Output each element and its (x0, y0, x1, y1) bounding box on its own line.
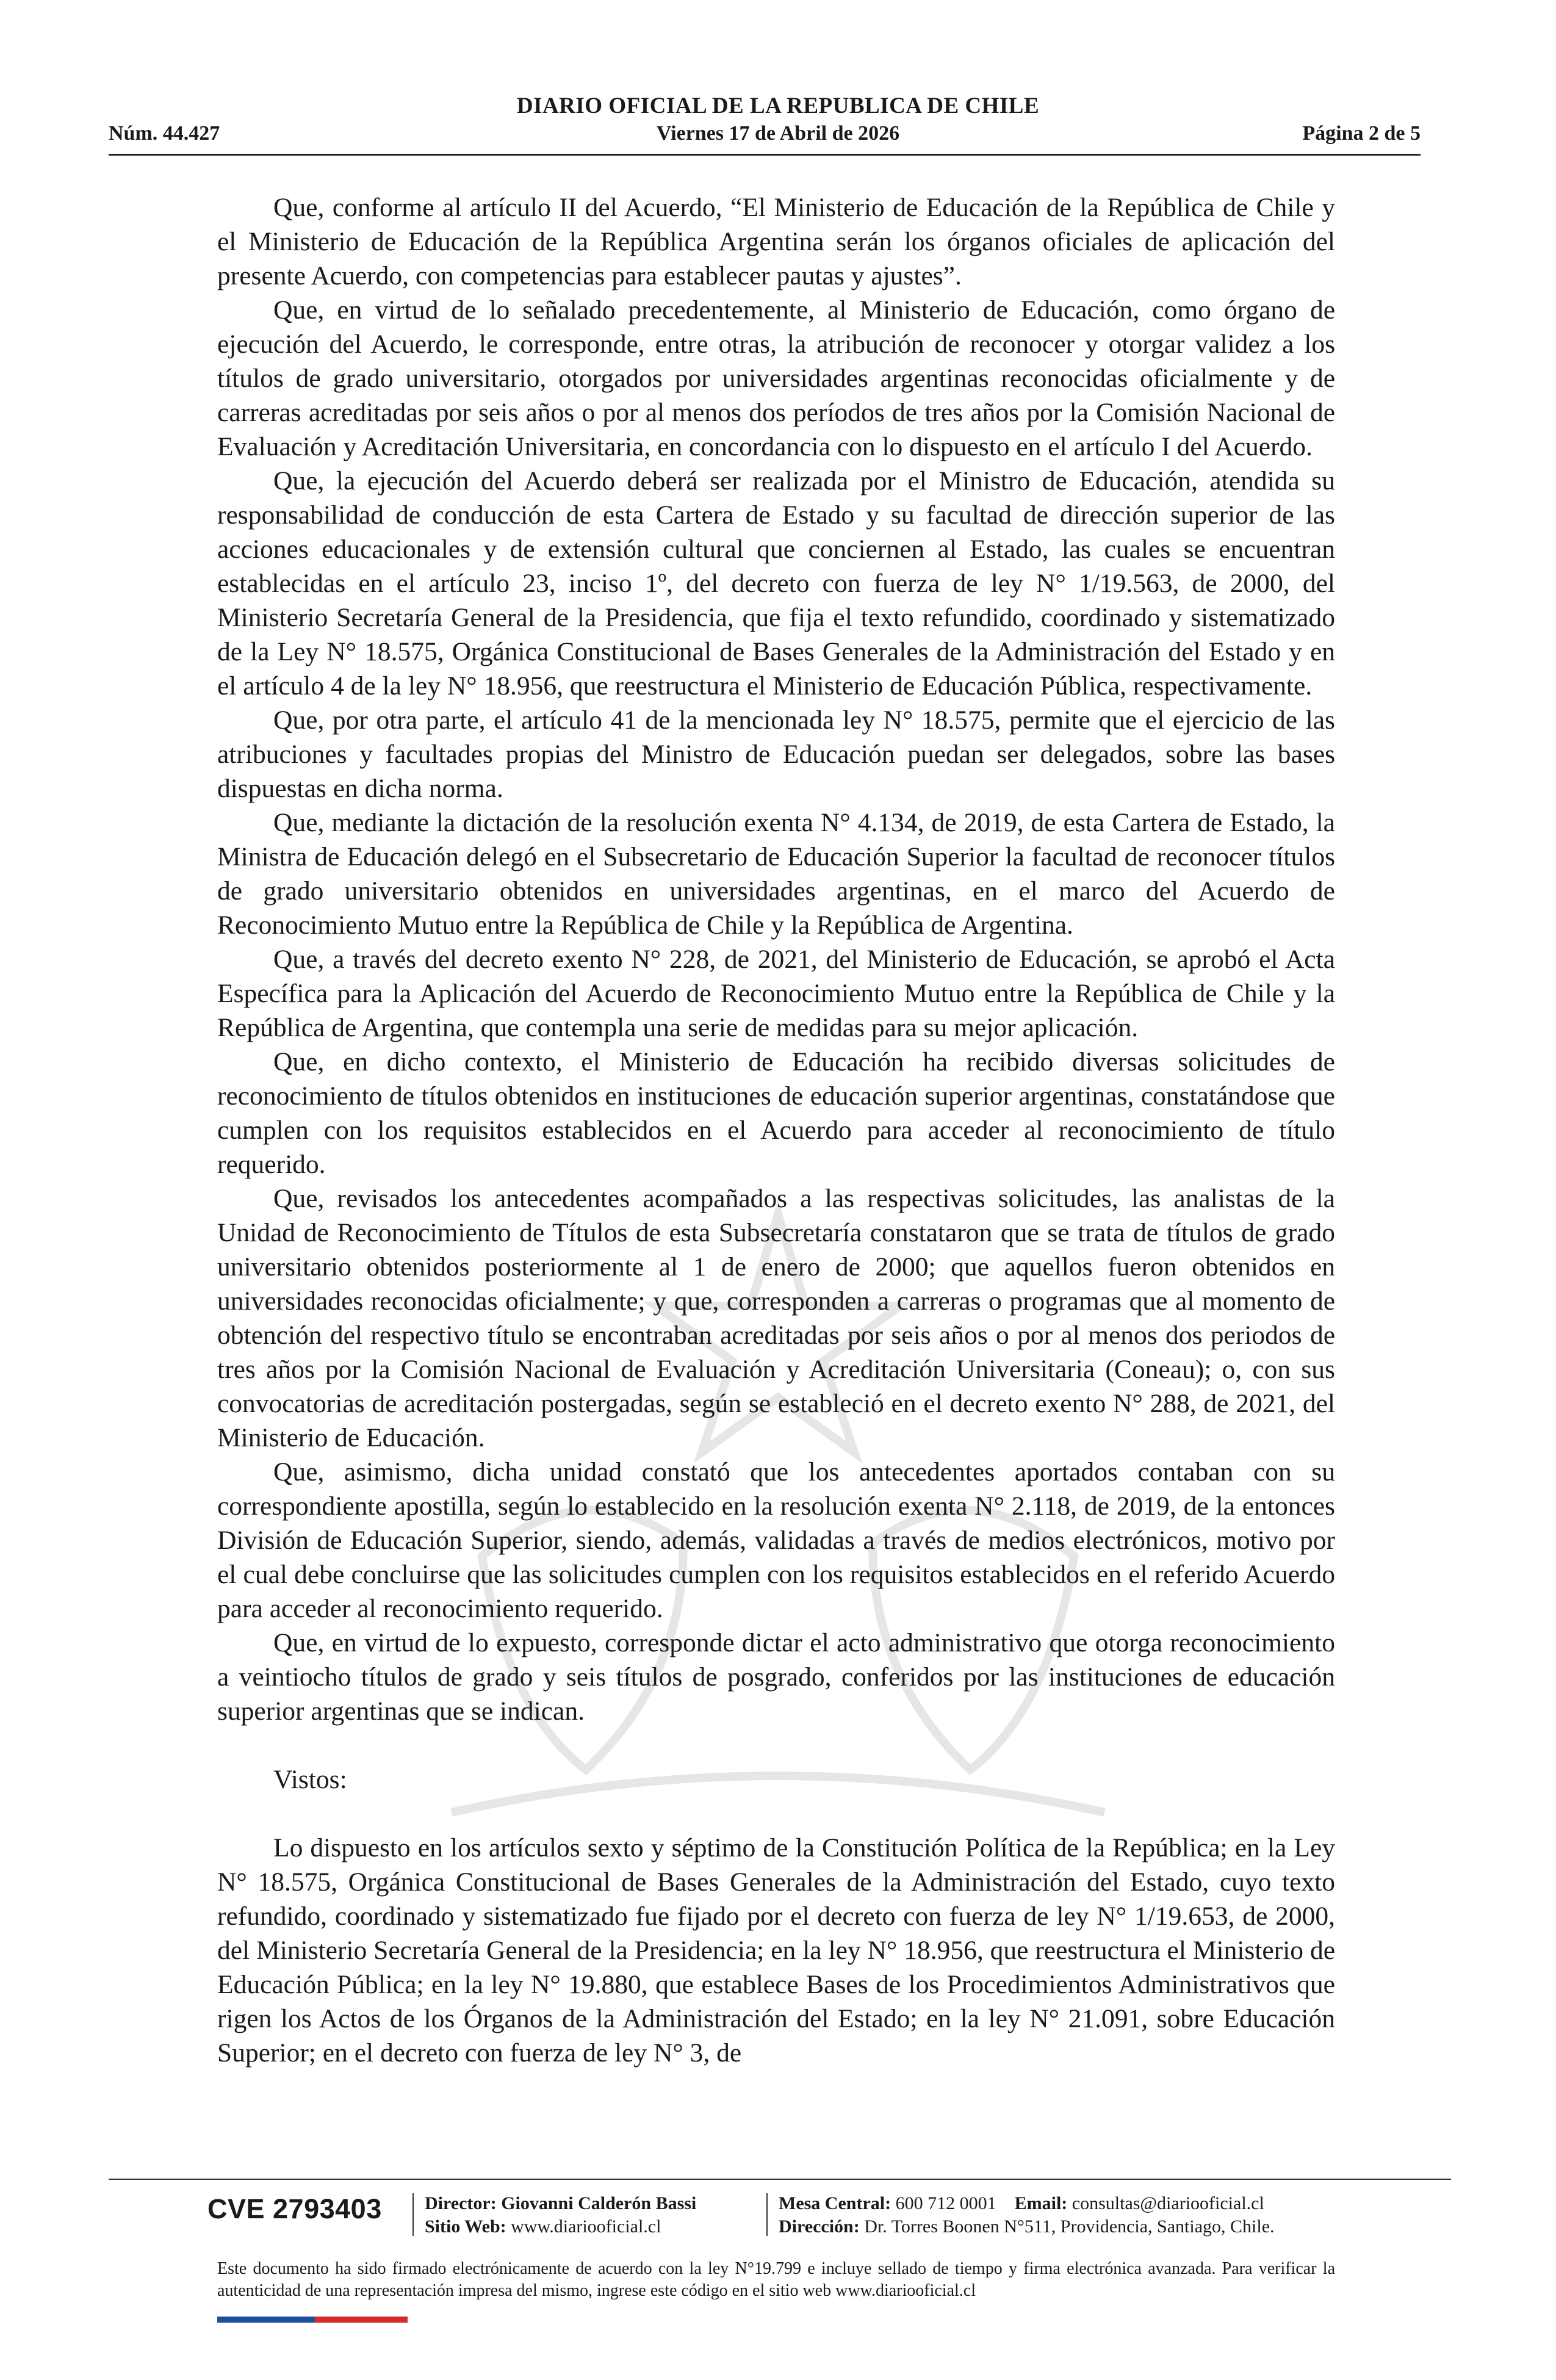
flag-bar-blue (217, 2317, 315, 2323)
paragraph: Que, a través del decreto exento N° 228, de 2021, del Ministerio de Educación, se aprobó el Acta Específica para la Aplicación del Acuerdo de Reconocimiento Mutuo entre la República de Chile y la República de Argentina, que contempla una serie de medidas para su mejor aplicación. (217, 945, 1335, 1042)
page-indicator: Página 2 de 5 (1302, 122, 1421, 145)
legal-note: Este documento ha sido firmado electrónicamente de acuerdo con la ley N°19.799 e incluye sellado de tiempo y firma electrónica avanzada. Para verificar la autenticidad de una representación impresa del mismo, ingrese este código en el sitio web www.diariooficial.cl (217, 2259, 1335, 2300)
footer-separator (412, 2193, 414, 2236)
issue-number: Núm. 44.427 (109, 122, 220, 145)
website-link[interactable]: www.diariooficial.cl (511, 2216, 661, 2237)
director-name: Giovanni Calderón Bassi (501, 2193, 697, 2213)
paragraph: Que, en dicho contexto, el Ministerio de Educación ha recibido diversas solicitudes de reconocimiento de títulos obtenidos en instituciones de educación superior argentinas, constatándose que cumplen con los requisitos establecidos en el Acuerdo para acceder al reconocimiento de título requerido. (217, 1047, 1335, 1179)
director-label: Director: (425, 2193, 497, 2213)
cve-code: CVE 2793403 (207, 2193, 382, 2224)
document-body (217, 190, 1335, 2070)
paragraph: Que, conforme al artículo II del Acuerdo, “El Ministerio de Educación de la República de Chile y el Ministerio de Educación de la República Argentina serán los órganos oficiales de aplicación del presente Acuerdo, con competencias para establecer pautas y ajustes”. (217, 193, 1335, 290)
website-label: Sitio Web: (425, 2216, 506, 2237)
email-label: Email: (1014, 2193, 1068, 2213)
header-divider (109, 154, 1421, 156)
newspaper-title: DIARIO OFICIAL DE LA REPUBLICA DE CHILE (516, 93, 1040, 118)
mesa-label: Mesa Central: (779, 2193, 891, 2213)
footer-separator (766, 2193, 768, 2236)
paragraph: Que, en virtud de lo expuesto, corresponde dictar el acto administrativo que otorga reconocimiento a veintiocho títulos de grado y seis títulos de posgrado, conferidos por las instituciones de educación superior argentinas que se indican. (217, 1628, 1335, 1726)
flag-bar-red (315, 2317, 408, 2323)
footer-director-block (425, 2192, 696, 2238)
mesa-phone: 600 712 0001 (895, 2193, 996, 2213)
vistos-paragraph: Lo dispuesto en los artículos sexto y séptimo de la Constitución Política de la República; en la Ley N° 18.575, Orgánica Constitucional de Bases Generales de la Administración del Estado, cuyo texto refundido, coordinado y sistematizado fue fijado por el decreto con fuerza de ley N° 1/19.653, de 2000, del Ministerio Secretaría General de la Presidencia; en la ley N° 18.956, que reestructura el Ministerio de Educación Pública; en la ley N° 19.880, que establece Bases de los Procedimientos Administrativos que rigen los Actos de los Órganos de la Administración del Estado; en la ley N° 21.091, sobre Educación Superior; en el decreto con fuerza de ley N° 3, de (217, 1833, 1335, 2068)
address-value: Dr. Torres Boonen N°511, Providencia, Santiago, Chile. (864, 2216, 1275, 2237)
email-link[interactable]: consultas@diariooficial.cl (1072, 2193, 1264, 2213)
paragraph: Que, en virtud de lo señalado precedentemente, al Ministerio de Educación, como órgano de ejecución del Acuerdo, le corresponde, entre otras, la atribución de reconocer y otorgar validez a los títulos de grado universitario, otorgados por universidades argentinas reconocidas oficialmente y de carreras acreditadas por seis años o por al menos dos períodos de tres años por la Comisión Nacional de Evaluación y Acreditación Universitaria, en concordancia con lo dispuesto en el artículo I del Acuerdo. (217, 295, 1335, 461)
footer-divider (109, 2179, 1451, 2180)
paragraph: Que, revisados los antecedentes acompañados a las respectivas solicitudes, las analistas de la Unidad de Reconocimiento de Títulos de esta Subsecretaría constataron que se trata de títulos de grado universitario obtenidos posteriormente al 1 de enero de 2000; que aquellos fueron obtenidos en universidades reconocidas oficialmente; y que, corresponden a carreras o programas que al momento de obtención del respectivo título se encontraban acreditadas por seis años o por al menos dos periodos de tres años por la Comisión Nacional de Evaluación y Acreditación Universitaria (Coneau); o, con sus convocatorias de acreditación postergadas, según se estableció en el decreto exento N° 288, de 2021, del Ministerio de Educación. (217, 1184, 1335, 1452)
footer-contact-block (779, 2192, 1275, 2238)
paragraph: Que, por otra parte, el artículo 41 de la mencionada ley N° 18.575, permite que el ejercicio de las atribuciones y facultades propias del Ministro de Educación puedan ser delegados, sobre las bases dispuestas en dicha norma. (217, 705, 1335, 803)
paragraph: Que, asimismo, dicha unidad constató que los antecedentes aportados contaban con su correspondiente apostilla, según lo establecido en la resolución exenta N° 2.118, de 2019, de la entonces División de Educación Superior, siendo, además, validadas a través de medios electrónicos, motivo por el cual debe concluirse que las solicitudes cumplen con los requisitos establecidos en el referido Acuerdo para acceder al reconocimiento requerido. (217, 1457, 1335, 1623)
vistos-heading: Vistos: (273, 1765, 347, 1794)
paragraph: Que, mediante la dictación de la resolución exenta N° 4.134, de 2019, de esta Cartera de Estado, la Ministra de Educación delegó en el Subsecretario de Educación Superior la facultad de reconocer títulos de grado universitario obtenidos en universidades argentinas, en el marco del Acuerdo de Reconocimiento Mutuo entre la República de Chile y la República de Argentina. (217, 808, 1335, 940)
issue-date: Viernes 17 de Abril de 2026 (656, 122, 900, 145)
paragraph: Que, la ejecución del Acuerdo deberá ser realizada por el Ministro de Educación, atendida su responsabilidad de conducción de esta Cartera de Estado y su facultad de dirección superior de las acciones educacionales y de extensión cultural que conciernen al Estado, las cuales se encuentran establecidas en el artículo 23, inciso 1º, del decreto con fuerza de ley N° 1/19.563, de 2000, del Ministerio Secretaría General de la Presidencia, que fija el texto refundido, coordinado y sistematizado de la Ley N° 18.575, Orgánica Constitucional de Bases Generales de la Administración del Estado y en el artículo 4 de la ley N° 18.956, que reestructura el Ministerio de Educación Pública, respectivamente. (217, 466, 1335, 701)
address-label: Dirección: (779, 2216, 860, 2237)
